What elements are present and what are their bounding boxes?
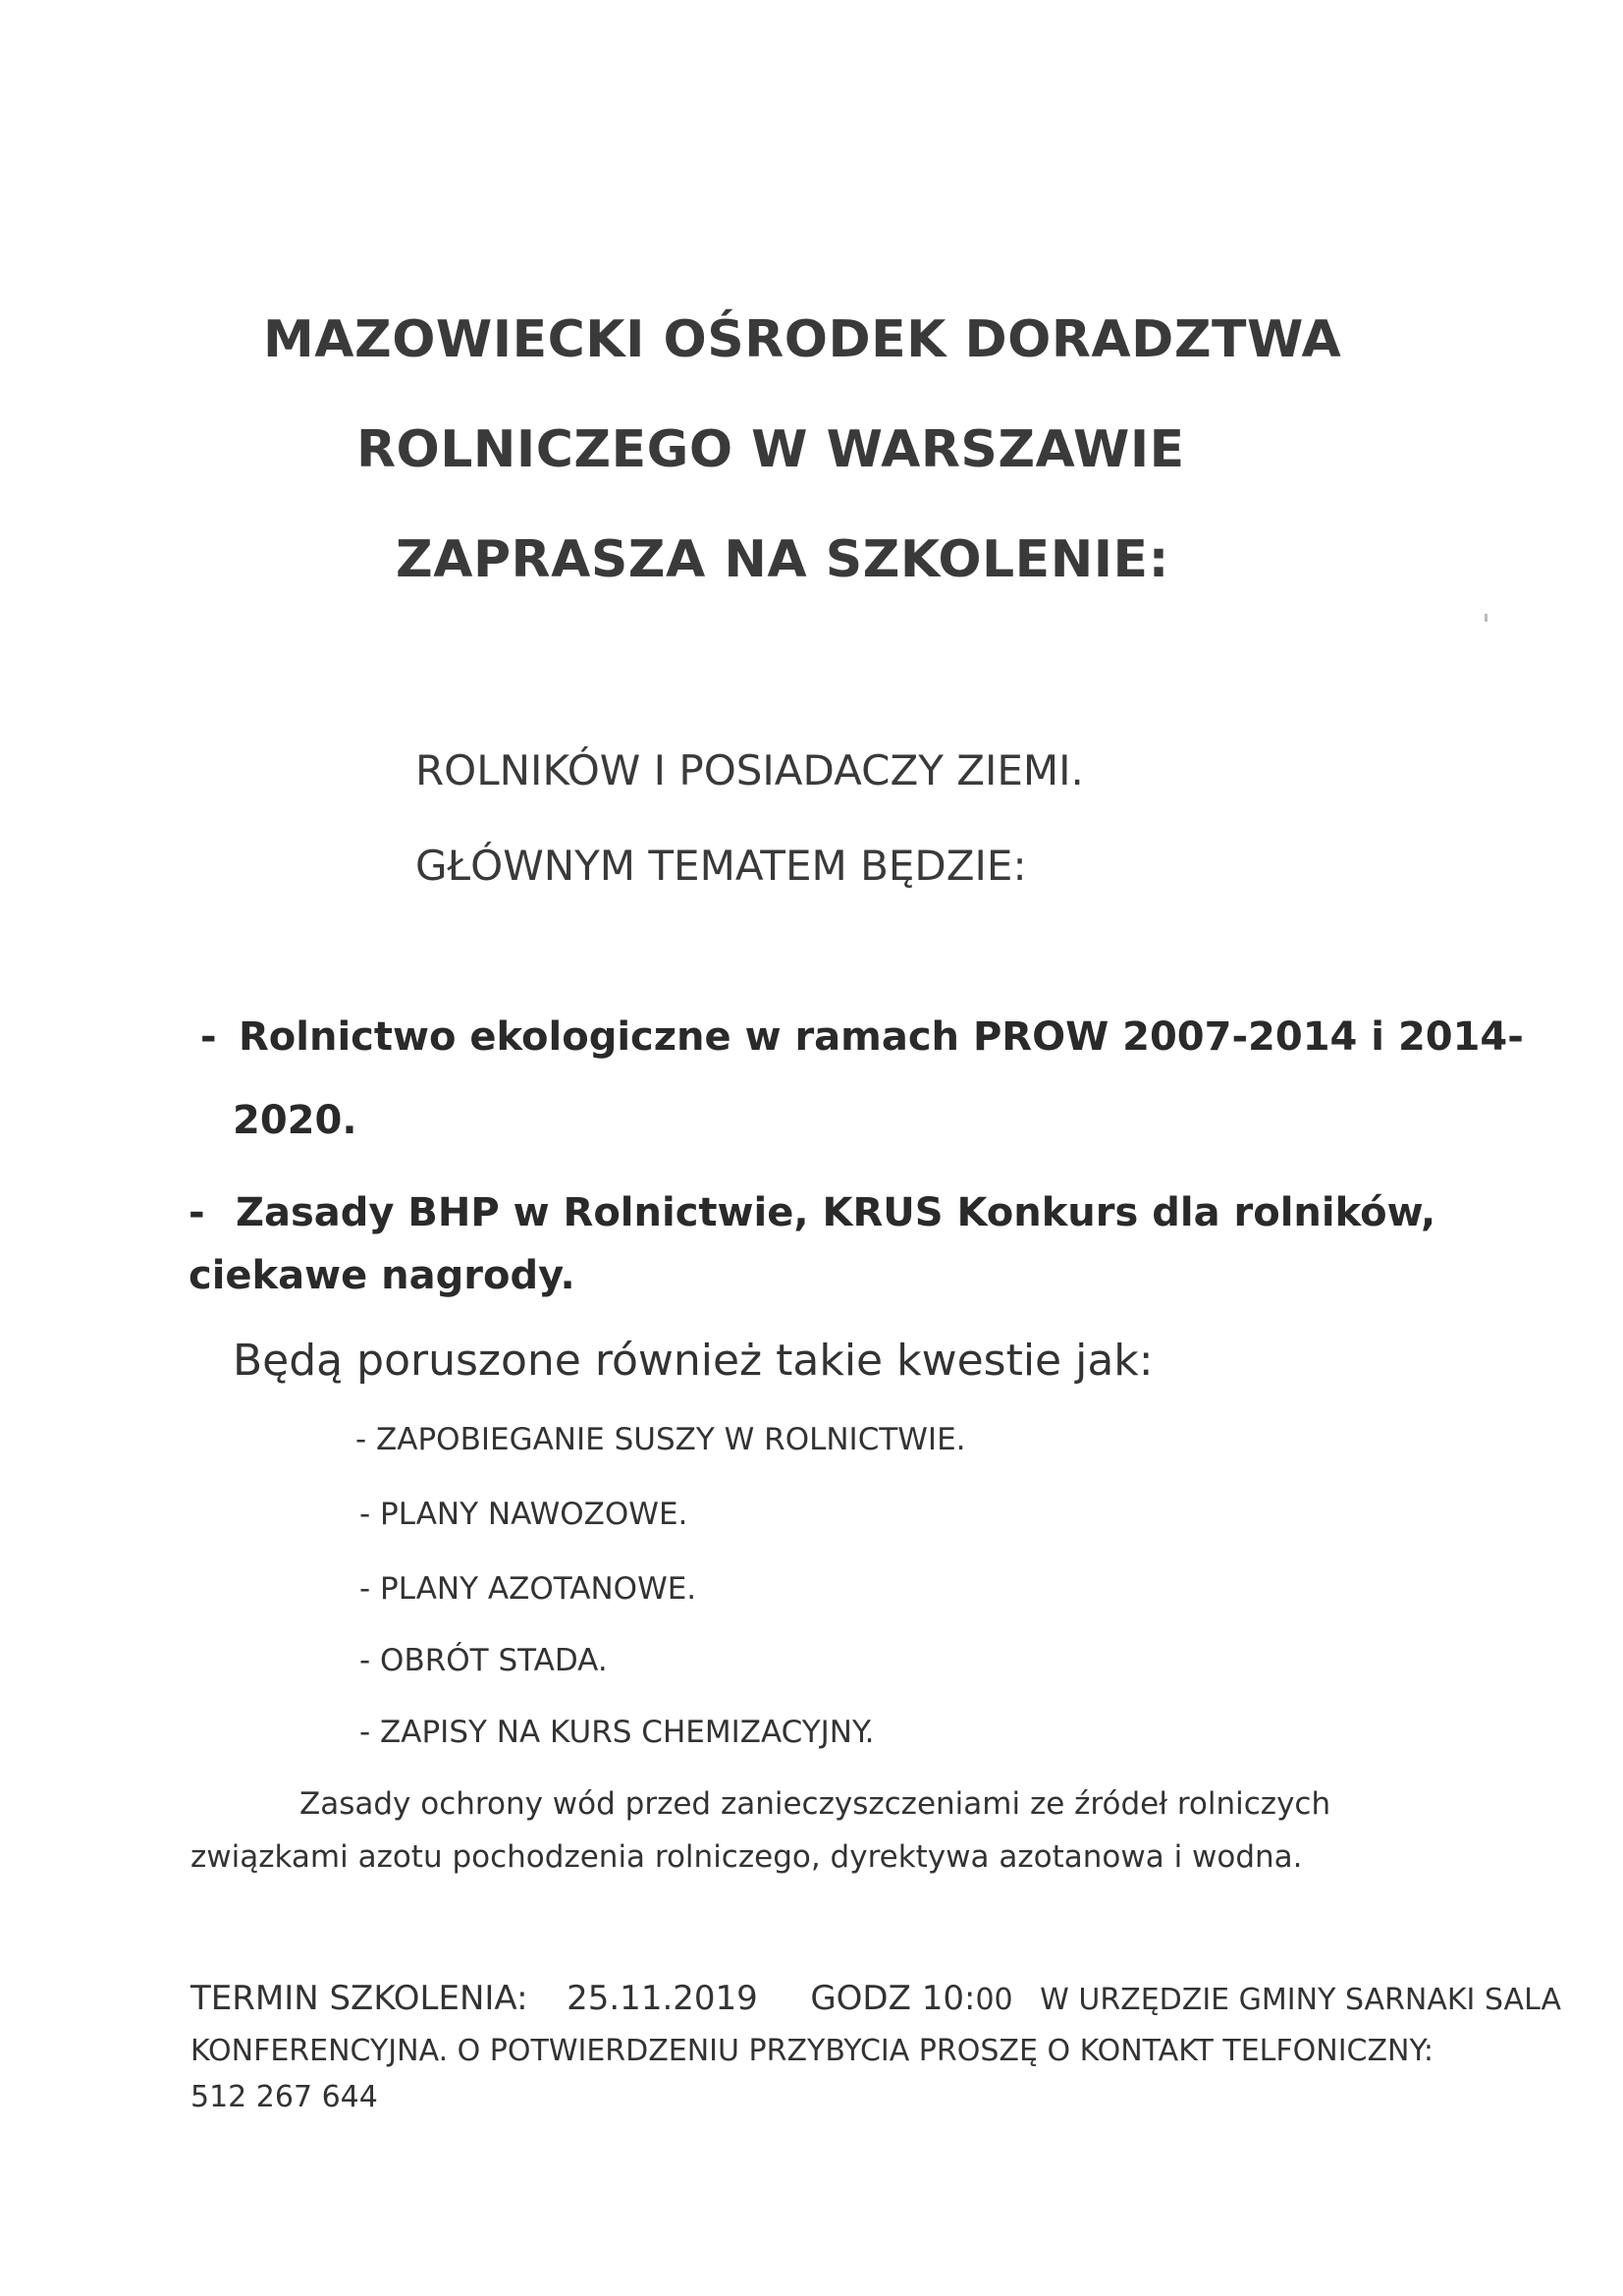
audience-line-2: GŁÓWNYM TEMATEM BĘDZIE: [415,842,1027,890]
additional-item-3: - PLANY AZOTANOWE. [359,1571,697,1607]
paragraph-line-2: związkami azotu pochodzenia rolniczego, dyrektywa azotanowa i wodna. [190,1839,1303,1875]
additional-item-2: - PLANY NAWOZOWE. [359,1497,688,1532]
footer-line-2: KONFERENCYJNA. O POTWIERDZENIU PRZYBYCIA PROSZĘ O KONTAKT TELFONICZNY: [190,2034,1434,2068]
topic-2-dash: - [189,1190,205,1235]
additional-item-1: - ZAPOBIEGANIE SUSZY W ROLNICTWIE. [355,1422,966,1457]
title-line-1: MAZOWIECKI OŚRODEK DORADZTWA [263,310,1342,369]
title-line-3: ZAPRASZA NA SZKOLENIE: [396,530,1169,589]
term-hour-label: GODZ 10: [810,1979,976,2018]
term-hour-minutes: 00 [975,1983,1013,2017]
term-date: 25.11.2019 [567,1979,758,2018]
topic-1-dash: - [200,1014,217,1060]
topic-1-line-2: 2020. [233,1098,357,1143]
additional-item-5: - ZAPISY NA KURS CHEMIZACYJNY. [359,1715,875,1750]
additional-intro: Będą poruszone również takie kwestie jak: [233,1336,1154,1386]
paragraph-line-1: Zasady ochrony wód przed zanieczyszczeniami ze źródeł rolniczych [299,1786,1331,1822]
topic-2-line-2: ciekawe nagrody. [189,1253,575,1298]
topic-2-line-1: Zasady BHP w Rolnictwie, KRUS Konkurs dla rolników, [236,1190,1436,1235]
scan-speck [1485,614,1488,622]
title-line-2: ROLNICZEGO W WARSZAWIE [356,420,1185,479]
audience-line-1: ROLNIKÓW I POSIADACZY ZIEMI. [415,746,1084,794]
additional-item-4: - OBRÓT STADA. [359,1643,608,1678]
term-place: W URZĘDZIE GMINY SARNAKI SALA [1040,1983,1561,2017]
footer-phone: 512 267 644 [190,2080,378,2114]
term-label: TERMIN SZKOLENIA: [190,1979,528,2018]
footer-line-1 [190,1979,1561,2018]
topic-1-line-1: Rolnictwo ekologiczne w ramach PROW 2007-2014 i 2014- [239,1014,1524,1060]
